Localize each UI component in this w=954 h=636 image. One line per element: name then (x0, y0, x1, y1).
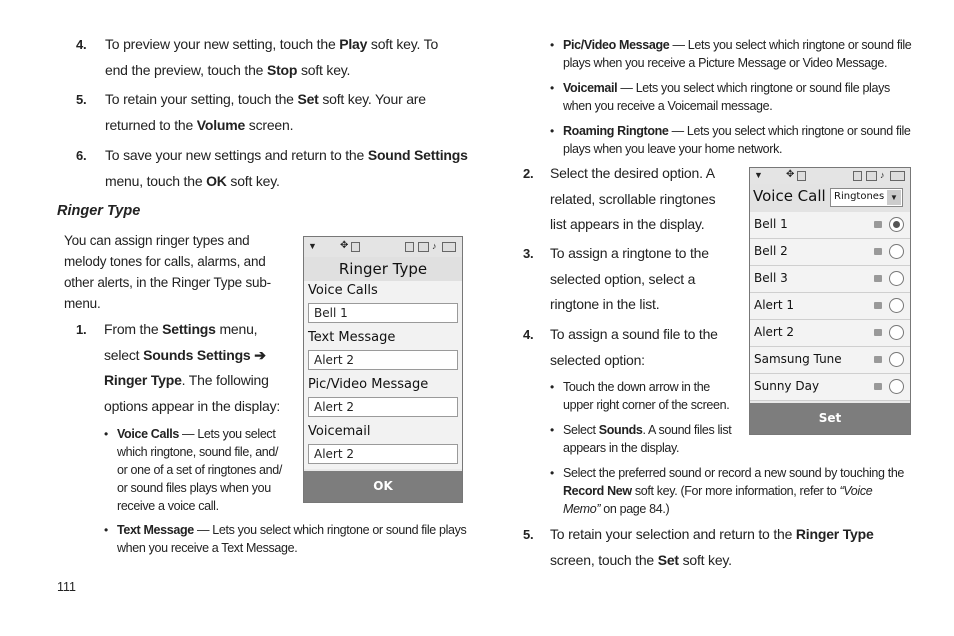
list-item[interactable]: Alert 1 (750, 293, 910, 320)
message-icon (351, 242, 360, 252)
gps-icon: ✥ (340, 240, 349, 251)
radio-button[interactable] (889, 271, 904, 286)
section-heading: Ringer Type (57, 203, 141, 219)
memo-icon (853, 171, 862, 181)
radio-button-selected[interactable] (889, 217, 904, 232)
text-message-setting[interactable]: Text Message Alert 2 (304, 328, 462, 376)
phone-title: Ringer Type (304, 257, 462, 281)
lock-icon (874, 383, 882, 390)
bullet-pic-video-message: • Pic/Video Message — Lets you select which ringtone or sound file plays when you receive a Picture Message or Video Message. (550, 38, 912, 70)
voice-calls-field[interactable]: Bell 1 (308, 303, 458, 323)
lock-icon (874, 329, 882, 336)
text-message-field[interactable]: Alert 2 (308, 350, 458, 370)
voice-call-screenshot (749, 167, 911, 435)
chevron-down-icon[interactable]: ▼ (887, 190, 901, 205)
battery-icon (890, 171, 905, 181)
pic-video-message-setting[interactable]: Pic/Video Message Alert 2 (304, 375, 462, 423)
list-item[interactable]: Bell 3 (750, 266, 910, 293)
bullet-voicemail: • Voicemail — Lets you select which ringtone or sound file plays when you receive a Voicemail message. (550, 81, 890, 113)
bullet-touch-down-arrow: • Touch the down arrow in the upper right corner of the screen. (550, 380, 730, 412)
step-6-save: 6. To save your new settings and return to the Sound Settings menu, touch the OK soft key. (76, 147, 468, 189)
voicemail-field[interactable]: Alert 2 (308, 444, 458, 464)
gps-icon: ✥ (786, 169, 795, 180)
radio-button[interactable] (889, 379, 904, 394)
step-5-retain: 5. To retain your setting, touch the Set soft key. Your are returned to the Volume screen. (76, 91, 426, 133)
lock-icon (874, 275, 882, 282)
bullet-text-message: • Text Message — Lets you select which ringtone or sound file plays when you receive a Text Message. (104, 523, 467, 555)
list-item[interactable]: Sunny Day (750, 374, 910, 401)
radio-button[interactable] (889, 298, 904, 313)
step-3-assign-ringtone: 3. To assign a ringtone to the selected option, select a ringtone in the list. (523, 245, 709, 312)
step-5-retain-selection: 5. To retain your selection and return to the Ringer Type screen, touch the Set soft key. (523, 526, 874, 568)
ringtones-dropdown[interactable]: Ringtones ▼ (830, 188, 903, 207)
memo-icon (405, 242, 414, 252)
ringer-type-screenshot (303, 236, 463, 503)
list-item[interactable]: Alert 2 (750, 320, 910, 347)
radio-button[interactable] (889, 352, 904, 367)
voice-calls-setting[interactable]: Voice Calls Bell 1 (304, 281, 462, 329)
signal-icon: ▼ (754, 170, 763, 180)
ok-softkey[interactable]: OK (304, 471, 462, 502)
step-2-select-option: 2. Select the desired option. A related, scrollable ringtones list appears in the display. (523, 165, 716, 232)
bullet-voice-calls: • Voice Calls — Lets you select which ringtone, sound file, and/ or one of a set of ringtones and/ or sound files plays when you receive a voice call. (104, 427, 282, 513)
bullet-select-sounds: • Select Sounds. A sound files list appears in the display. (550, 423, 732, 455)
step-4-preview: 4. To preview your new setting, touch the Play soft key. To end the preview, touch the Stop soft key. (76, 36, 439, 78)
bullet-record-new: • Select the preferred sound or record a new sound by touching the Record New soft key. (For more information, refer to “Voice Memo” on page 84.) (550, 466, 905, 516)
voice-call-header (750, 184, 910, 212)
intro-paragraph: You can assign ringer types and melody tones for calls, alarms, and other alerts, in the Ringer Type sub- menu. (64, 233, 271, 311)
radio-button[interactable] (889, 244, 904, 259)
lock-icon (874, 221, 882, 228)
list-item[interactable]: Bell 1 (750, 212, 910, 239)
lock-icon (874, 356, 882, 363)
status-bar (750, 168, 910, 184)
card-icon (418, 242, 429, 252)
battery-icon (442, 242, 456, 252)
message-icon (797, 171, 806, 181)
music-icon: ♪ (880, 170, 885, 180)
pic-video-message-field[interactable]: Alert 2 (308, 397, 458, 417)
step-4-assign-sound-file: 4. To assign a sound file to the selected option: (523, 326, 718, 368)
voicemail-setting[interactable]: Voicemail Alert 2 (304, 422, 462, 469)
signal-icon: ▼ (308, 241, 317, 251)
music-icon: ♪ (432, 241, 437, 251)
set-softkey[interactable]: Set (750, 403, 910, 434)
phone-title: Voice Call (753, 187, 826, 205)
list-item[interactable]: Samsung Tune (750, 347, 910, 374)
status-bar (304, 237, 462, 257)
page-number: 111 (57, 580, 77, 594)
radio-button[interactable] (889, 325, 904, 340)
bullet-roaming-ringtone: • Roaming Ringtone — Lets you select which ringtone or sound file plays when you leave your home network. (550, 124, 911, 156)
lock-icon (874, 302, 882, 309)
card-icon (866, 171, 877, 181)
step-1-from-settings: 1. From the Settings menu, select Sounds Settings ➔ Ringer Type. The following options appear in the display: (76, 321, 281, 414)
list-item[interactable]: Bell 2 (750, 239, 910, 266)
lock-icon (874, 248, 882, 255)
